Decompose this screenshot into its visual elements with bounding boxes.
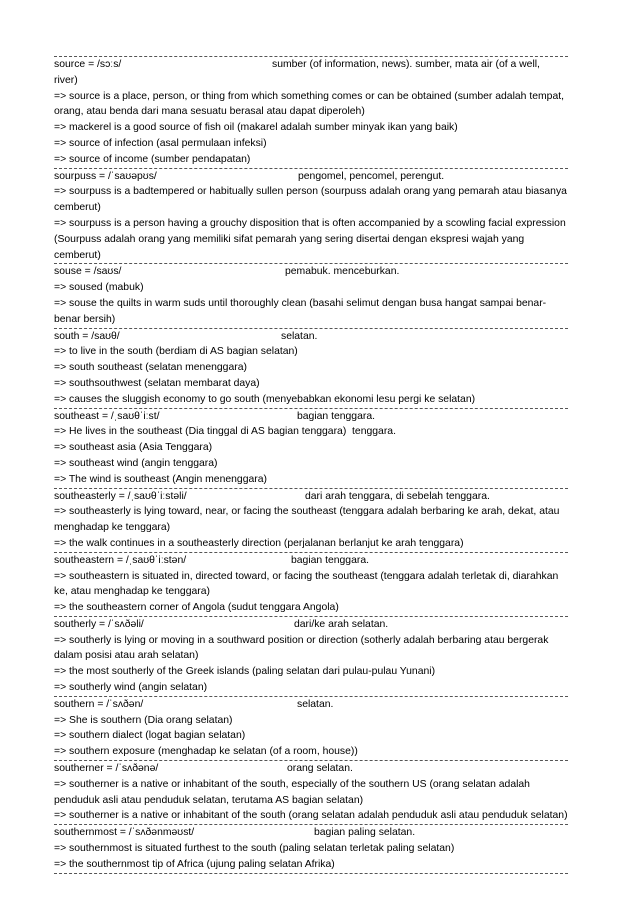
example-line: => southernmost is situated furthest to the south (paling selatan terletak paling selatan) [54,843,455,855]
translation: bagian tenggara. [297,410,375,422]
entry-header [54,329,568,345]
headword: southeasterly = /ˌsaʊθˈiːstəli/ [54,490,187,502]
example-line: => source of income (sumber pendapatan) [54,153,251,165]
example-line: => soused (mabuk) [54,282,144,294]
entry-header [54,489,568,505]
dictionary-document [54,56,568,874]
entry-header [54,409,568,425]
example-line: => souse the quilts in warm suds until thoroughly clean (basahi selimut dengan busa hangat sampai benar-benar bersih) [54,297,547,325]
example-line: => southern dialect (logat bagian selatan) [54,730,246,742]
translation: orang selatan. [287,763,353,775]
translation: dari/ke arah selatan. [294,618,389,630]
headword: sourpuss = /ˈsaʊəpʊs/ [54,170,157,182]
translation: selatan. [281,330,318,342]
translation: selatan. [297,698,334,710]
example-line: => southeast asia (Asia Tenggara) [54,442,213,454]
example-line: => The wind is southeast (Angin menenggara) [54,473,267,485]
entry-header [54,57,568,73]
dictionary-entry [54,408,568,488]
headword: southern = /ˈsʌðən/ [54,698,144,710]
headword: southerner = /ˈsʌðənə/ [54,763,159,775]
dictionary-entry [54,263,568,327]
example-line: => the southernmost tip of Africa (ujung paling selatan Afrika) [54,858,335,870]
example-line: => the southeastern corner of Angola (sudut tenggara Angola) [54,602,339,614]
example-line: => southerly wind (angin selatan) [54,682,208,694]
dictionary-entry [54,56,568,168]
dictionary-entry [54,552,568,616]
dictionary-entry [54,616,568,696]
dictionary-entry [54,328,568,408]
translation: bagian paling selatan. [314,827,416,839]
entry-header [54,697,568,713]
entry-header [54,169,568,185]
example-line: => the most southerly of the Greek islands (paling selatan dari pulau-pulau Yunani) [54,666,436,678]
example-line: => south southeast (selatan menenggara) [54,362,247,374]
dictionary-entry [54,488,568,552]
headword: south = /saʊθ/ [54,330,120,342]
example-line: => sourpuss is a badtempered or habitually sullen person (sourpuss adalah orang yang pemarah atau biasanya cemberut) [54,186,570,214]
example-line: => She is southern (Dia orang selatan) [54,714,233,726]
translation: dari arah tenggara, di sebelah tenggara. [305,490,490,502]
headword: southeast = /ˌsaʊθˈiːst/ [54,410,160,422]
headword: southernmost = /ˈsʌðənməʊst/ [54,827,195,839]
example-line: => sourpuss is a person having a grouchy disposition that is often accompanied by a scowling facial expression (Sourpuss adalah orang yang memiliki sifat pemarah yang sering disertai dengan ekspresi wajah yang cemberut) [54,217,569,261]
dictionary-entry [54,168,568,264]
example-line: => to live in the south (berdiam di AS bagian selatan) [54,346,298,358]
headword: southeastern = /ˌsaʊθˈiːstən/ [54,554,187,566]
translation: pengomel, pencomel, perengut. [298,170,445,182]
example-line: => source is a place, person, or thing from which something comes or can be obtained (sumber adalah tempat, orang, atau benda dari mana sesuatu berasal atau dapat diperoleh) [54,90,567,118]
example-line: => southern exposure (menghadap ke selatan (of a room, house)) [54,746,358,758]
example-line: => southerner is a native or inhabitant of the south (orang selatan adalah penduduk asli atau penduduk selatan) [54,810,568,822]
dictionary-entry [54,760,568,824]
translation-continued: river) [54,74,78,86]
example-line: => southerly is lying or moving in a southward position or direction (sotherly adalah berbaring atau bergerak dalam posisi atau arah selatan) [54,634,552,662]
dictionary-entry [54,824,568,873]
dictionary-entry [54,696,568,760]
headword: souse = /saʊs/ [54,266,122,278]
example-line: => source of infection (asal permulaan infeksi) [54,137,267,149]
example-line: => southeastern is situated in, directed toward, or facing the southeast (tenggara adalah terletak di, diarahkan ke, atau menghadap ke tenggara) [54,570,562,598]
example-line: => He lives in the southeast (Dia tinggal di AS bagian tenggara) tenggara. [54,426,396,438]
entry-header [54,617,568,633]
example-line: => the walk continues in a southeasterly direction (perjalanan berlanjut ke arah tenggara) [54,537,464,549]
example-line: => mackerel is a good source of fish oil (makarel adalah sumber minyak ikan yang baik) [54,122,458,134]
entry-header [54,761,568,777]
headword: southerly = /ˈsʌðəli/ [54,618,144,630]
entry-header [54,825,568,841]
translation: sumber (of information, news). sumber, mata air (of a well, [272,59,540,70]
example-line: => southeast wind (angin tenggara) [54,457,218,469]
entry-header [54,553,568,569]
example-line: => southeasterly is lying toward, near, or facing the southeast (tenggara adalah berbaring ke arah, dekat, atau menghadap ke tenggara) [54,506,563,534]
example-line: => causes the sluggish economy to go south (menyebabkan ekonomi lesu pergi ke selatan) [54,393,476,405]
translation: bagian tenggara. [291,554,369,566]
entry-header [54,264,568,280]
headword: source = /sɔːs/ [54,59,122,70]
example-line: => southsouthwest (selatan membarat daya) [54,377,260,389]
translation: pemabuk. menceburkan. [285,266,400,278]
example-line: => southerner is a native or inhabitant of the south, especially of the southern US (orang selatan adalah penduduk asli atau penduduk selatan, terutama AS bagian selatan) [54,778,533,806]
